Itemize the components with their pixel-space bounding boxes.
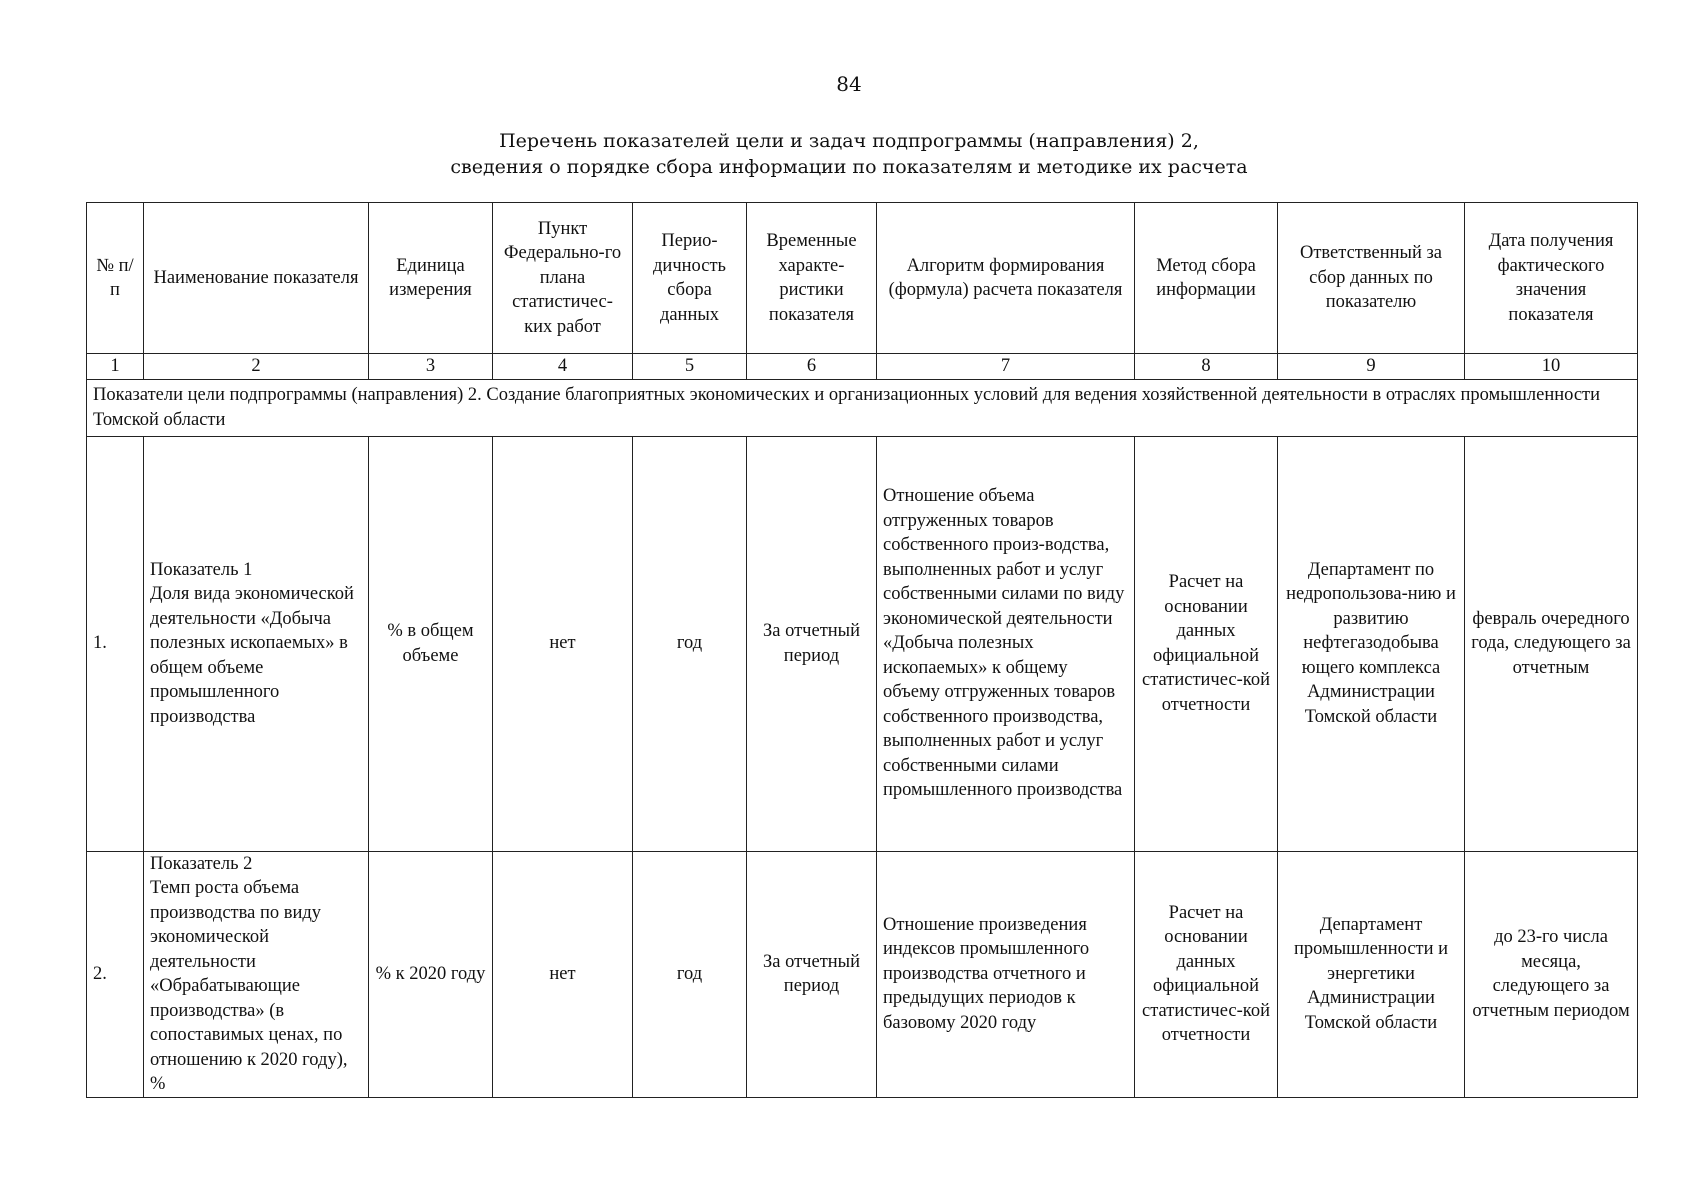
date-cell: февраль очередного года, следующего за отчетным	[1465, 436, 1638, 851]
plan-item-cell: нет	[493, 436, 633, 851]
column-number: 9	[1278, 354, 1465, 380]
column-number-row	[87, 354, 1638, 380]
responsible-cell: Департамент по недропользова-нию и развитию нефтегазодобыва ющего комплекса Администрации Томской области	[1278, 436, 1465, 851]
unit-cell: % к 2020 году	[369, 851, 493, 1097]
header-cell: Ответственный за сбор данных по показателю	[1278, 203, 1465, 354]
indicator-description: Доля вида экономической деятельности «Добыча полезных ископаемых» в общем объеме промышленного производства	[150, 584, 354, 727]
indicators-table	[86, 202, 1638, 1098]
column-number: 5	[633, 354, 747, 380]
column-number: 1	[87, 354, 144, 380]
header-cell: Дата получения фактического значения показателя	[1465, 203, 1638, 354]
table-header-row	[87, 203, 1638, 354]
table-row	[87, 851, 1638, 1097]
row-number: 1.	[87, 436, 144, 851]
indicator-name	[144, 436, 369, 851]
time-characteristic-cell: За отчетный период	[747, 851, 877, 1097]
row-number: 2.	[87, 851, 144, 1097]
column-number: 6	[747, 354, 877, 380]
title-line-2: сведения о порядке сбора информации по показателям и методике их расчета	[450, 156, 1248, 178]
title-line-1: Перечень показателей цели и задач подпрограммы (направления) 2,	[499, 130, 1199, 152]
header-cell: Наименование показателя	[144, 203, 369, 354]
indicator-title: Показатель 1	[150, 559, 253, 580]
time-characteristic-cell: За отчетный период	[747, 436, 877, 851]
indicator-name	[144, 851, 369, 1097]
algorithm-cell: Отношение произведения индексов промышленного производства отчетного и предыдущих периодов к базовому 2020 году	[877, 851, 1135, 1097]
column-number: 8	[1135, 354, 1278, 380]
section-header-row	[87, 379, 1638, 436]
header-cell: Алгоритм формирования (формула) расчета показателя	[877, 203, 1135, 354]
plan-item-cell: нет	[493, 851, 633, 1097]
header-cell: Временные характе-ристики показателя	[747, 203, 877, 354]
page-number: 84	[836, 72, 862, 96]
section-title: Показатели цели подпрограммы (направления) 2. Создание благоприятных экономических и организационных условий для ведения хозяйственной деятельности в отраслях промышленности Томской области	[87, 379, 1638, 436]
column-number: 10	[1465, 354, 1638, 380]
column-number: 2	[144, 354, 369, 380]
indicator-title: Показатель 2	[150, 853, 253, 874]
header-cell: Перио-дичность сбора данных	[633, 203, 747, 354]
algorithm-cell: Отношение объема отгруженных товаров собственного произ-водства, выполненных работ и услуг собственными силами по виду экономической деятельности «Добыча полезных ископаемых» к общему объему отгруженных товаров собственного производства, выполненных работ и услуг собственными силами промышленного производства	[877, 436, 1135, 851]
periodicity-cell: год	[633, 851, 747, 1097]
method-cell: Расчет на основании данных официальной статистичес-кой отчетности	[1135, 436, 1278, 851]
method-cell: Расчет на основании данных официальной статистичес-кой отчетности	[1135, 851, 1278, 1097]
header-cell: № п/п	[87, 203, 144, 354]
periodicity-cell: год	[633, 436, 747, 851]
header-cell: Пункт Федерально-го плана статистичес-ких работ	[493, 203, 633, 354]
column-number: 7	[877, 354, 1135, 380]
table-row	[87, 436, 1638, 851]
indicator-description: Темп роста объема производства по виду экономической деятельности «Обрабатывающие производства» (в сопоставимых ценах, по отношению к 2020 году), %	[150, 878, 348, 1094]
column-number: 3	[369, 354, 493, 380]
header-cell: Единица измерения	[369, 203, 493, 354]
header-cell: Метод сбора информации	[1135, 203, 1278, 354]
column-number: 4	[493, 354, 633, 380]
responsible-cell: Департамент промышленности и энергетики Администрации Томской области	[1278, 851, 1465, 1097]
document-title	[0, 128, 1698, 180]
unit-cell: % в общем объеме	[369, 436, 493, 851]
date-cell: до 23-го числа месяца, следующего за отчетным периодом	[1465, 851, 1638, 1097]
